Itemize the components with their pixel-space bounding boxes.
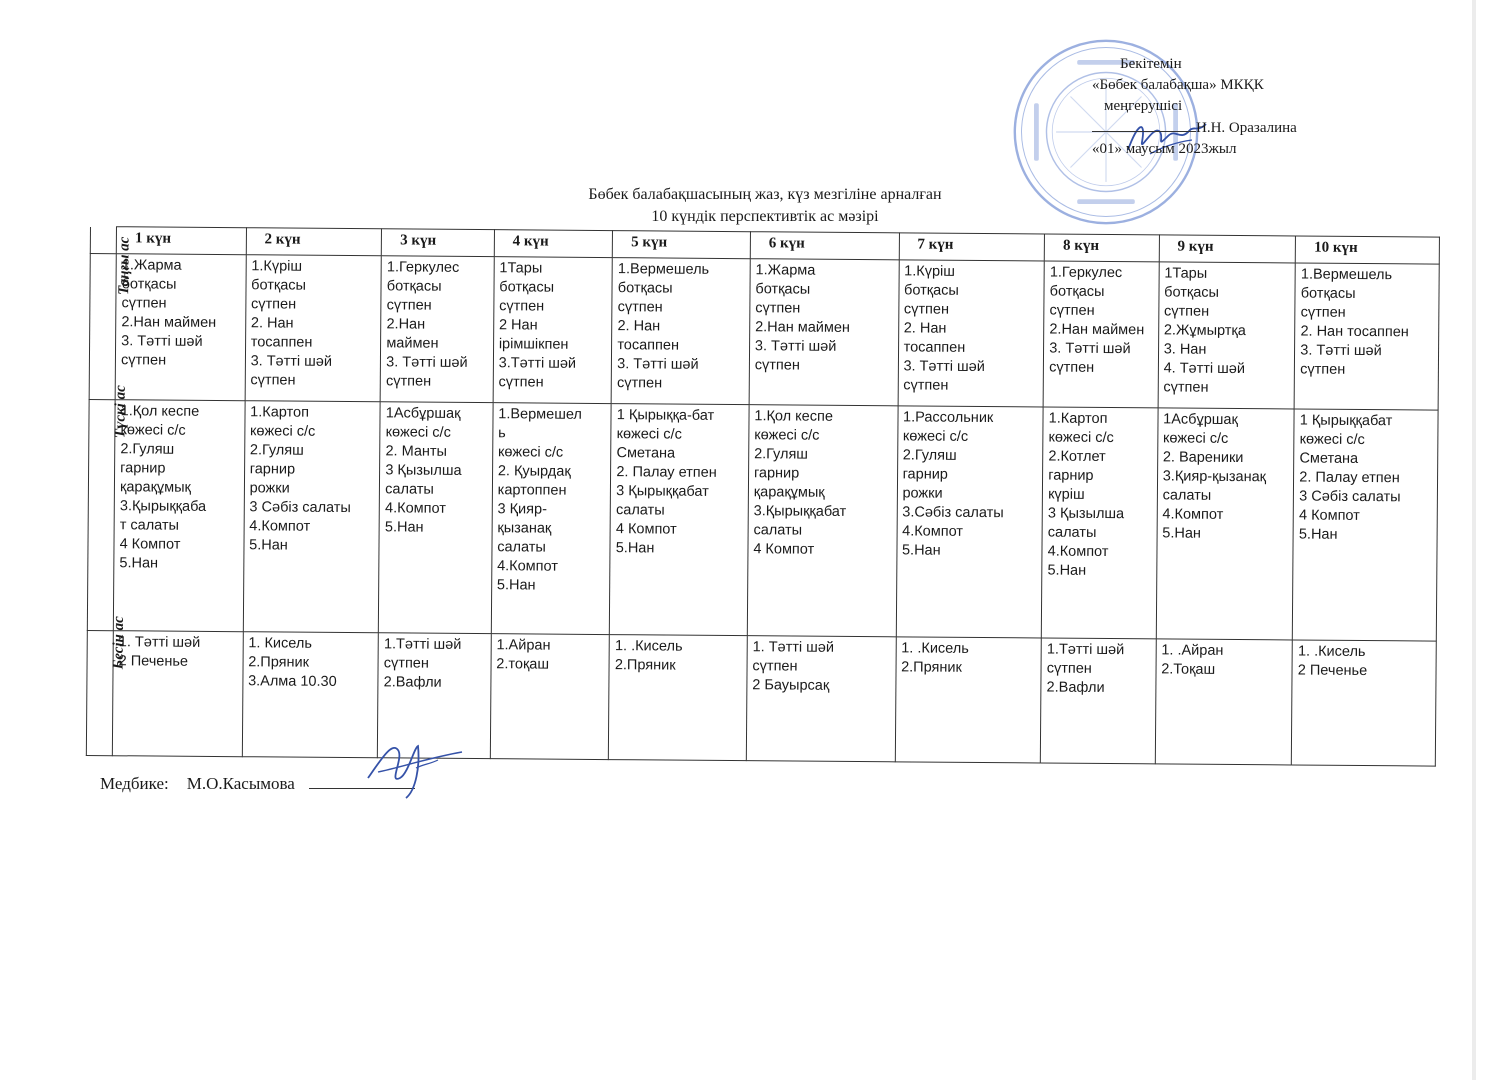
nurse-signature-icon: [358, 738, 468, 802]
approval-head-name: Н.Н. Оразалина: [1196, 120, 1297, 136]
menu-cell: 1.Вермешель ботқасы сүтпен 2. Нан тосаппен 3. Тәтті шәй сүтпен: [1294, 263, 1439, 410]
title-line-2: 10 күндік перспективтік ас мәзірі: [651, 208, 879, 225]
menu-cell: 1Тары ботқасы сүтпен 2.Жұмыртқа 3. Нан 4. Тәтті шәй сүтпен: [1158, 262, 1296, 409]
meal-label: [89, 236, 133, 400]
approval-block: [1092, 54, 1297, 160]
meal-label: [86, 616, 127, 756]
menu-cell: 1.Қол кеспе көжесі с/с 2.Гуляш гарнир қарақұмық 3.Қырыққаба т салаты 4 Компот 5.Нан: [113, 400, 244, 632]
document-title: [440, 184, 1090, 228]
menu-cell: 1. Кисель 2.Пряник 3.Алма 10.30: [242, 632, 379, 758]
title-line-1: Бөбек балабақшасының жаз, күз мезгіліне арналған: [588, 186, 942, 203]
day-header: 6 күн: [750, 232, 899, 260]
menu-cell: 1. Тәтті шәй сүтпен 2 Бауырсақ: [746, 636, 896, 762]
nurse-role: Медбике:: [100, 774, 169, 793]
scan-edge: [1472, 0, 1476, 1080]
menu-cell: 1.Тәтті шәй сүтпен 2.Вафли: [378, 633, 491, 759]
menu-cell: 1.Күріш ботқасы сүтпен 2. Нан тосаппен 3. Тәтті шәй сүтпен: [898, 260, 1045, 407]
menu-cell: 1.Жарма ботқасы сүтпен 2.Нан маймен 3. Тәтті шәй сүтпен: [115, 254, 246, 401]
meal-label-text: Бесін ас: [110, 616, 127, 670]
menu-cell: 1.Жарма ботқасы сүтпен 2.Нан маймен 3. Тәтті шәй сүтпен: [749, 259, 899, 406]
approval-date: «01» маусым 2023жыл: [1092, 141, 1237, 157]
menu-cell: 1.Картоп көжесі с/с 2.Котлет гарнир күріш 3 Қызылша салаты 4.Компот 5.Нан: [1041, 407, 1157, 639]
header-corner: [90, 227, 116, 254]
meal-label-text: Түскі ас: [112, 385, 129, 439]
menu-cell: 1.Вермешел ь көжесі с/с 2. Қуырдақ картоппен 3 Қияр- қызанақ салаты 4.Компот 5.Нан: [491, 403, 611, 635]
menu-cell: 1.Күріш ботқасы сүтпен 2. Нан тосаппен 3. Тәтті шәй сүтпен: [245, 255, 382, 402]
breakfast-row: [89, 254, 1439, 410]
menu-cell: 1 Қырыққабат көжесі с/с Сметана 2. Палау етпен 3 Сәбіз салаты 4 Компот 5.Нан: [1293, 409, 1439, 641]
menu-cell: 1. Тәтті шәй 2 Печенье: [112, 631, 243, 757]
day-header: 1 күн: [116, 227, 246, 255]
meal-label-text: Таңғы ас: [116, 236, 133, 296]
menu-cell: 1. .Айран 2.Тоқаш: [1155, 639, 1293, 765]
approval-signature-line: [1092, 117, 1297, 139]
day-header: 8 күн: [1044, 234, 1159, 262]
menu-cell: 1.Қол кеспе көжесі с/с 2.Гуляш гарнир қарақұмық 3.Қырыққабат салаты 4 Компот: [747, 405, 897, 637]
menu-cell: 1 Қырыққа-бат көжесі с/с Сметана 2. Палау етпен 3 Қырыққабат салаты 4 Компот 5.Нан: [610, 403, 749, 635]
menu-cell: 1.Вермешель ботқасы сүтпен 2. Нан тосаппен 3. Тәтті шәй сүтпен: [611, 258, 750, 405]
menu-cell: 1.Айран 2.тоқаш: [490, 634, 609, 760]
approval-position: меңгерушісі: [1104, 98, 1183, 114]
menu-cell: 1. .Кисель 2 Печенье: [1292, 640, 1437, 766]
menu-cell: 1Асбұршақ көжесі с/с 2. Вареники 3.Қияр-қызанақ салаты 4.Компот 5.Нан: [1156, 408, 1294, 640]
menu-cell: 1.Геркулес ботқасы сүтпен 2.Нан маймен 3. Тәтті шәй сүтпен: [380, 256, 494, 403]
approval-organization: «Бөбек балабақша» МКҚК: [1092, 77, 1264, 93]
menu-cell: 1Асбұршақ көжесі с/с 2. Манты 3 Қызылша салаты 4.Компот 5.Нан: [379, 402, 493, 634]
menu-cell: 1. .Кисель 2.Пряник: [895, 637, 1042, 763]
day-header: 2 күн: [246, 228, 382, 256]
day-header: 5 күн: [613, 231, 751, 259]
menu-cell: 1.Рассольник көжесі с/с 2.Гуляш гарнир рожки 3.Сәбіз салаты 4.Компот 5.Нан: [896, 406, 1043, 638]
menu-cell: 1.Тәтті шәй сүтпен 2.Вафли: [1040, 638, 1155, 764]
day-header: 7 күн: [899, 233, 1045, 261]
day-header: 3 күн: [382, 229, 495, 257]
lunch-row: [87, 399, 1438, 641]
day-header: 10 күн: [1296, 236, 1440, 264]
menu-cell: 1. .Кисель 2.Пряник: [609, 635, 748, 761]
menu-table: [86, 226, 1440, 767]
day-header: 9 күн: [1159, 235, 1296, 263]
meal-label: [87, 385, 129, 630]
nurse-name: М.О.Касымова: [186, 774, 295, 793]
approval-heading: Бекітемін: [1120, 56, 1182, 72]
menu-cell: 1.Геркулес ботқасы сүтпен 2.Нан маймен 3. Тәтті шәй сүтпен: [1043, 261, 1159, 408]
signature-blank: [1092, 117, 1196, 132]
menu-cell: 1.Картоп көжесі с/с 2.Гуляш гарнир рожки 3 Сәбіз салаты 4.Компот 5.Нан: [243, 401, 380, 633]
snack-row: [86, 631, 1436, 767]
day-header: 4 күн: [494, 230, 613, 258]
menu-cell: 1Тары ботқасы сүтпен 2 Нан ірімшікпен 3.Тәтті шәй сүтпен: [493, 257, 613, 404]
